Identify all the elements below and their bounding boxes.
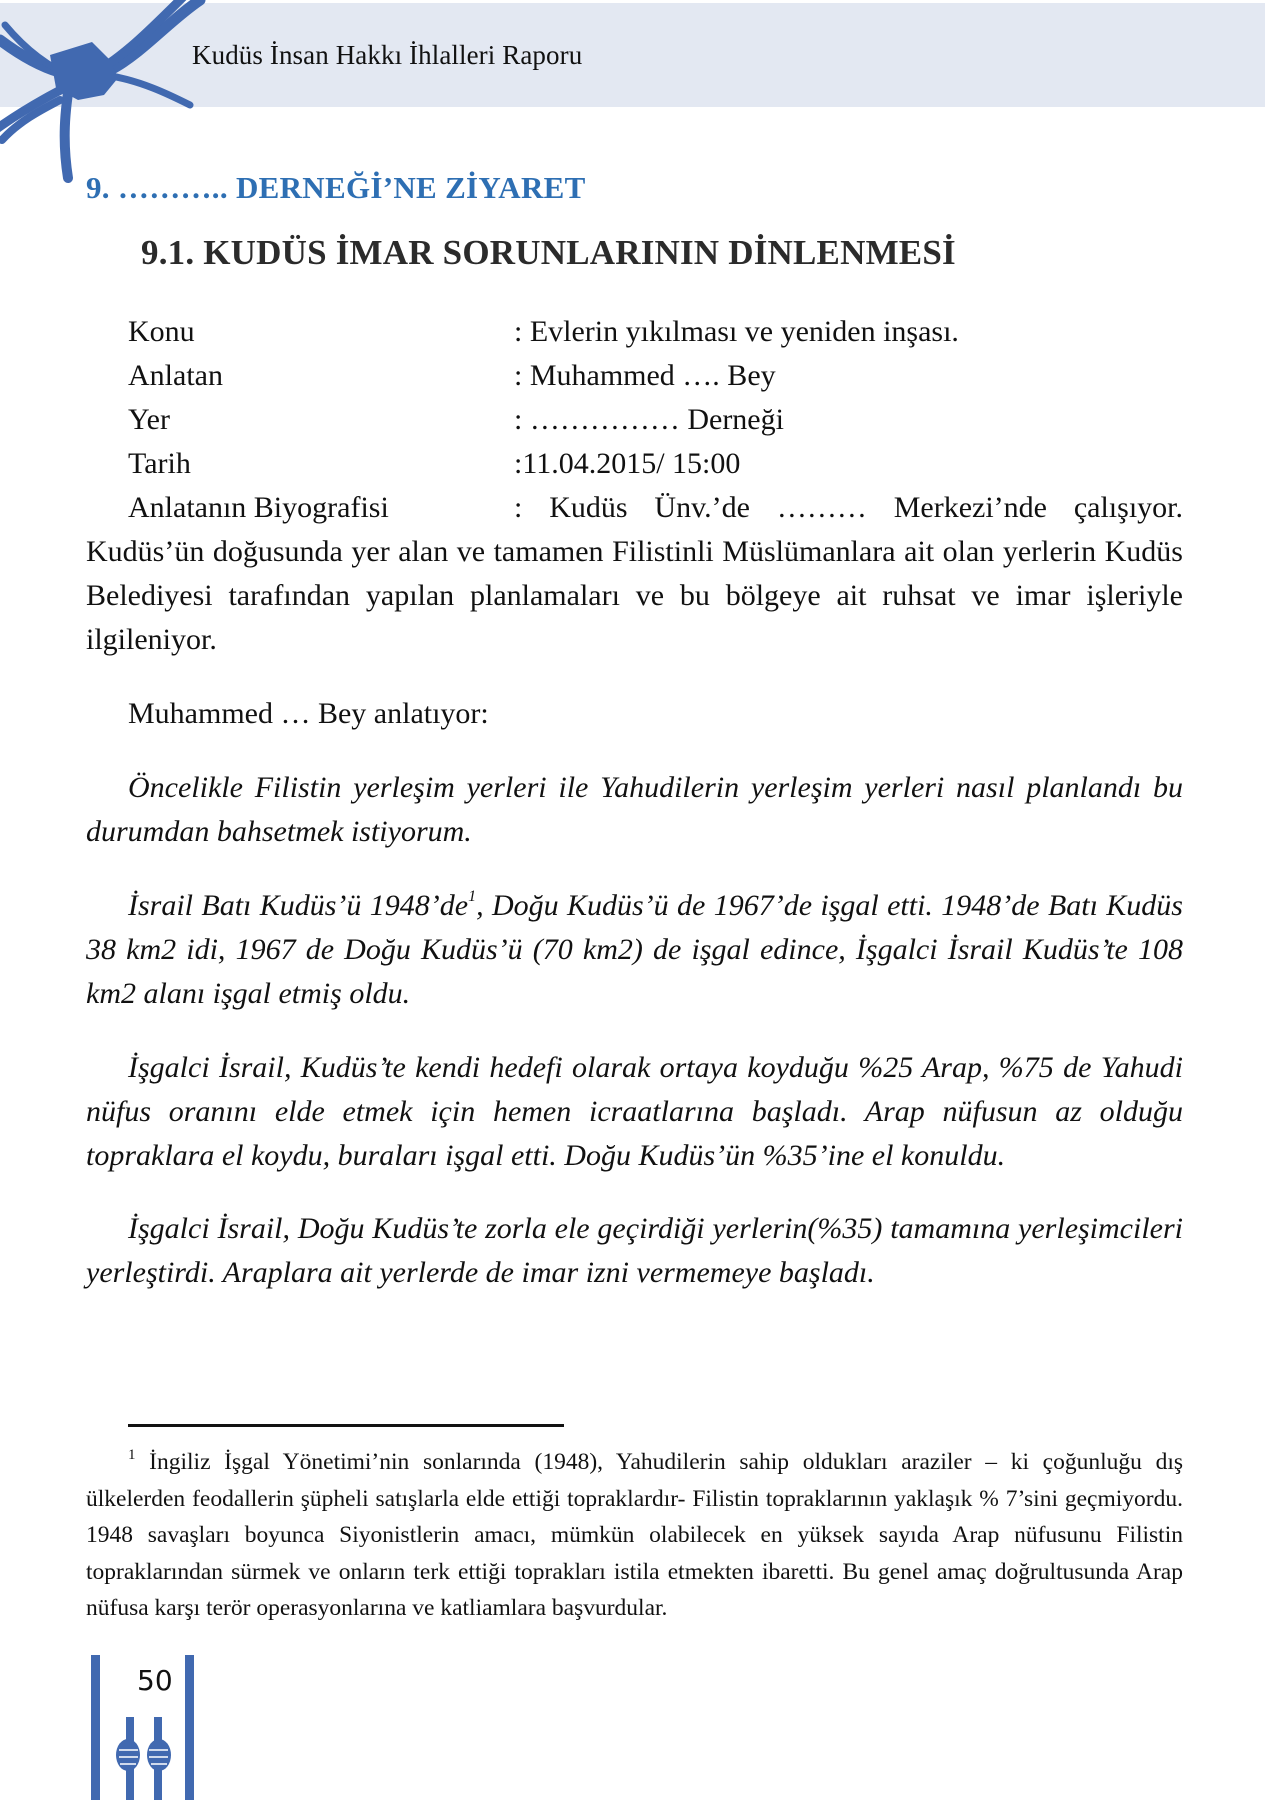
- footnote-reference[interactable]: 1: [468, 888, 477, 905]
- report-title: Kudüs İnsan Hakkı İhlalleri Raporu: [192, 40, 583, 70]
- meta-row-date: [128, 442, 1183, 486]
- meta-label: Yer: [128, 403, 170, 436]
- meta-value: : Kudüs Ünv.’de ……… Merkezi’nde çalışıyor.: [514, 491, 1183, 524]
- paragraph-2-start: İsrail Batı Kudüs’ü 1948’de: [128, 889, 469, 922]
- footnote: [86, 1444, 1183, 1627]
- meta-value: :11.04.2015/ 15:00: [514, 447, 741, 480]
- meta-label: Konu: [128, 315, 195, 348]
- paragraph-3: İşgalci İsrail, Kudüs’te kendi hedefi olarak ortaya koyduğu %25 Arap, %75 de Yahudi nüfus oranını elde etmek için hemen icraatlarına başladı. Arap nüfusun az olduğu topraklara el koydu, buraları işgal etti. Doğu Kudüs’ün %35’ine el konuldu.: [86, 1051, 1183, 1172]
- paragraph-1: Öncelikle Filistin yerleşim yerleri ile Yahudilerin yerleşim yerleri nasıl planlandı bu durumdan bahsetmek istiyorum.: [86, 771, 1183, 848]
- meta-row-narrator: [128, 354, 1183, 398]
- meta-row-biography: [128, 486, 1183, 530]
- biography-continuation: Kudüs’ün doğusunda yer alan ve tamamen Filistinli Müslümanlara ait olan yerlerin Kudüs Belediyesi tarafından yapılan planlamaları ve bu bölgeye ait ruhsat ve imar işleriyle ilgileniyor.: [86, 535, 1183, 656]
- paragraph-2: [86, 884, 1183, 1016]
- paragraph-4: İşgalci İsrail, Doğu Kudüs’te zorla ele geçirdiği yerlerin(%35) tamamına yerleşimcileri yerleştirdi. Araplara ait yerlerde de imar izni vermemeye başladı.: [86, 1212, 1183, 1289]
- intro-line: Muhammed … Bey anlatıyor:: [128, 697, 489, 730]
- interview-metadata: [128, 310, 1183, 530]
- footnote-separator: [128, 1424, 564, 1427]
- footnote-number: 1: [128, 1447, 136, 1463]
- meta-value: : …………… Derneği: [514, 403, 784, 436]
- meta-label: Tarih: [128, 447, 191, 480]
- barbed-wire-icon: [0, 0, 210, 185]
- footnote-text: İngiliz İşgal Yönetimi’nin sonlarında (1948), Yahudilerin sahip oldukları araziler – ki çoğunluğu dış ülkelerden feodallerin şüpheli satışlarla elde ettiği topraklardır- Filistin topraklarının yaklaşık % 7’sini geçmiyordu. 1948 savaşları boyunca Siyonistlerin amacı, mümkün olabilecek en yüksek sayıda Arap nüfusunu Filistin topraklarından sürmek ve onların terk ettiği toprakları istila etmekten ibaretti. Bu genel amaç doğrultusunda Arap nüfusa karşı terör operasyonlarına ve katliamlara başvurdular.: [86, 1449, 1183, 1621]
- subsection-heading: 9.1. KUDÜS İMAR SORUNLARININ DİNLENMESİ: [141, 233, 956, 272]
- meta-label: Anlatanın Biyografisi: [128, 491, 389, 524]
- section-heading: 9. ……….. DERNEĞİ’NE ZİYARET: [86, 170, 586, 205]
- meta-row-place: [128, 398, 1183, 442]
- meta-label: Anlatan: [128, 359, 223, 392]
- paragraph-2-rest: , Doğu Kudüs’ü de 1967’de işgal etti. 1948’de Batı Kudüs 38 km2 idi, 1967 de Doğu Kudüs’ü (70 km2) de işgal edince, İşgalci İsrail Kudüs’te 108 km2 alanı işgal etmiş oldu.: [86, 889, 1183, 1010]
- meta-row-subject: [128, 310, 1183, 354]
- page-number: 50: [137, 1664, 173, 1697]
- meta-value: : Muhammed …. Bey: [514, 359, 776, 392]
- meta-value: : Evlerin yıkılması ve yeniden inşası.: [514, 315, 959, 348]
